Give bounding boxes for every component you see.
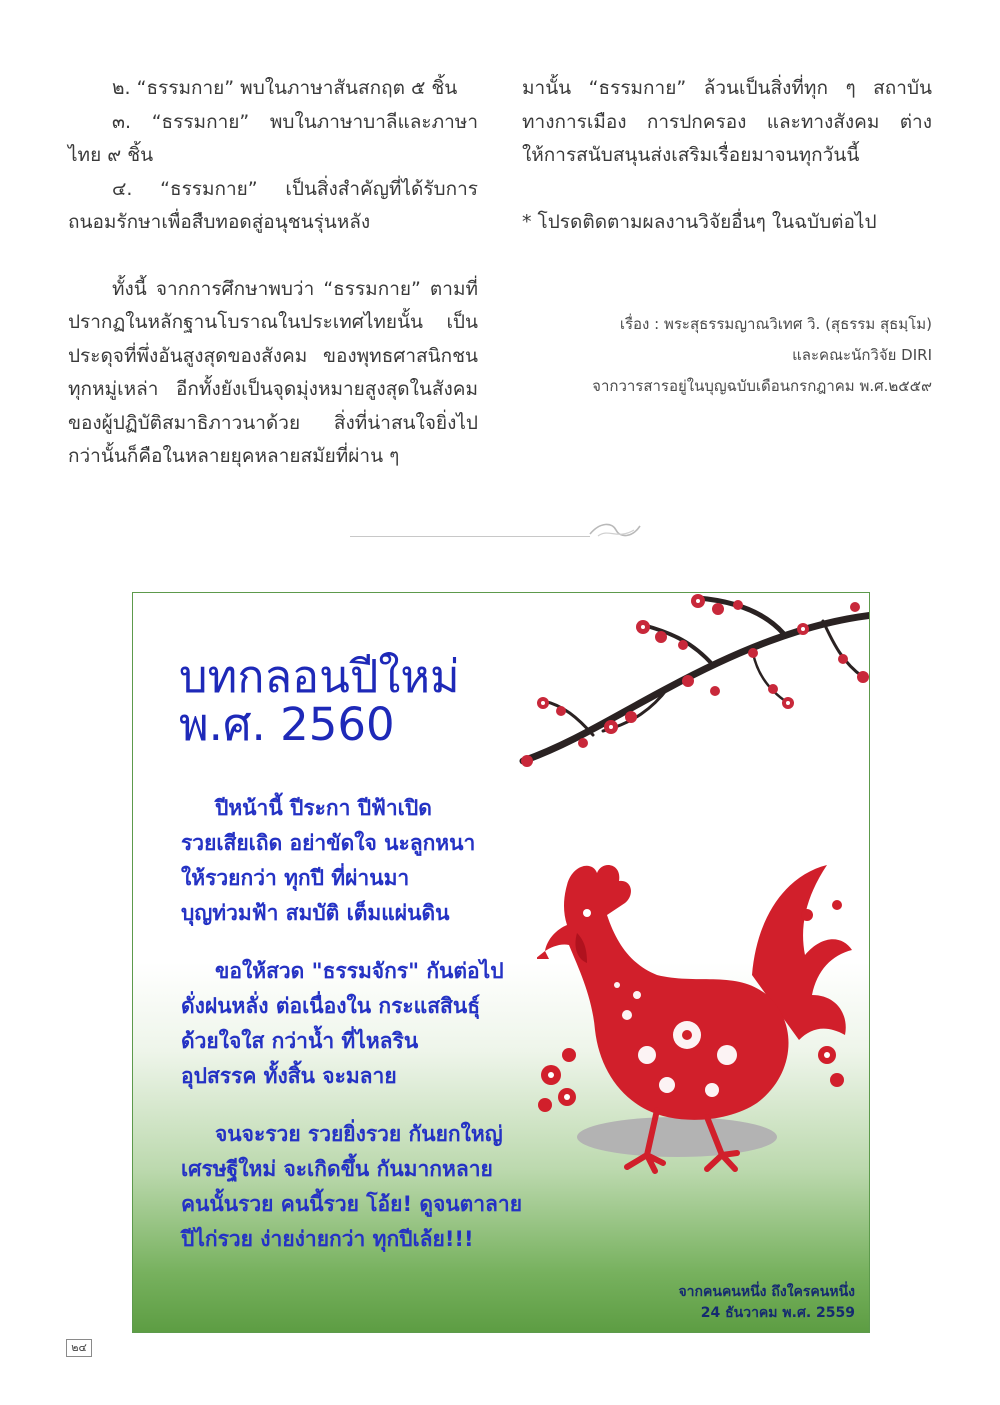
poem-body: [181, 791, 581, 1280]
poem-line: เศรษฐีใหม่ จะเกิดขึ้น กันมากหลาย: [181, 1157, 493, 1181]
article-credit: [522, 309, 932, 402]
poem-line: ปีหน้านี้ ปีระกา ปีฟ้าเปิด: [215, 796, 432, 820]
signature-author: จากคนคนหนึ่ง ถึงใครคนหนึ่ง: [678, 1284, 855, 1300]
poem-line: บุญท่วมฟ้า สมบัติ เต็มแผ่นดิน: [181, 901, 450, 925]
poem-stanza: [181, 791, 581, 931]
poem-line: รวยเสียเถิด อย่าขัดใจ นะลูกหนา: [181, 831, 476, 855]
poem-line: จนจะรวย รวยยิ่งรวย กันยกใหญ่: [215, 1122, 503, 1146]
poem-line: ขอให้สวด "ธรรมจักร" กันต่อไป: [215, 959, 504, 983]
poem-title-line: บทกลอนปีใหม่: [179, 650, 460, 703]
article-left-column: [68, 72, 478, 474]
poem-line: ปีไก่รวย ง่ายง่ายกว่า ทุกปีเล้ย!!!: [181, 1227, 474, 1251]
credit-author: เรื่อง : พระสุธรรมญาณวิเทศ วิ. (สุธรรม สุธมฺโม): [619, 315, 932, 333]
poem-stanza: [181, 954, 581, 1094]
poem-line: คนนั้นรวย คนนี้รวย โอ้ย! ดูจนตาลาย: [181, 1192, 523, 1216]
article-paragraph: ๔. “ธรรมกาย” เป็นสิ่งสำคัญที่ได้รับการถนอมรักษาเพื่อสืบทอดสู่อนุชนรุ่นหลัง: [68, 177, 478, 233]
new-year-poem-card: [132, 592, 870, 1333]
article-paragraph: มานั้น “ธรรมกาย” ล้วนเป็นสิ่งที่ทุก ๆ สถาบันทางการเมือง การปกครอง และทางสังคม ต่างให้การสนับสนุนส่งเสริมเรื่อยมาจนทุกวันนี้: [522, 77, 932, 166]
poem-stanza: [181, 1117, 581, 1257]
article-paragraph: ๒. “ธรรมกาย” พบในภาษาสันสกฤต ๕ ชิ้น: [112, 77, 458, 99]
red-rooster-papercut-icon: [537, 855, 857, 1185]
poem-line: ดั่งฝนหลั่ง ต่อเนื่องใน กระแสสินธุ์: [181, 994, 481, 1018]
credit-team: และคณะนักวิจัย DIRI: [792, 346, 932, 364]
poem-line: ด้วยใจใส กว่าน้ำ ที่ไหลริน: [181, 1029, 419, 1053]
poem-signature: [678, 1282, 855, 1324]
poem-line: อุปสรรค ทั้งสิ้น จะมลาย: [181, 1064, 397, 1088]
credit-source: จากวารสารอยู่ในบุญฉบับเดือนกรกฎาคม พ.ศ.๒๕๕๙: [592, 377, 932, 395]
article-paragraph: ทั้งนี้ จากการศึกษาพบว่า “ธรรมกาย” ตามที่ปรากฏในหลักฐานโบราณในประเทศไทยนั้น เป็นประดุจที่พึ่งอันสูงสุดของสังคม ของพุทธศาสนิกชนทุกหมู่เหล่า อีกทั้งยังเป็นจุดมุ่งหมายสูงสุดในสังคมของผู้ปฏิบัติสมาธิภาวนาด้วย สิ่งที่น่าสนใจยิ่งไปกว่านั้นก็คือในหลายยุคหลายสมัยที่ผ่าน ๆ: [68, 277, 478, 467]
poem-line: ให้รวยกว่า ทุกปี ที่ผ่านมา: [181, 866, 410, 890]
poem-title-year: พ.ศ. 2560: [179, 698, 395, 751]
plum-blossom-branch-icon: [483, 593, 870, 793]
signature-date: 24 ธันวาคม พ.ศ. 2559: [700, 1305, 855, 1321]
poem-title: [179, 650, 460, 751]
follow-note: * โปรดติดตามผลงานวิจัยอื่นๆ ในฉบับต่อไป: [522, 210, 877, 233]
article-paragraph: ๓. “ธรรมกาย” พบในภาษาบาลีและภาษาไทย ๙ ชิ้น: [68, 110, 478, 166]
swirl-ornament-icon: [588, 518, 644, 544]
section-divider: [350, 536, 590, 537]
article-right-column: [522, 72, 932, 402]
page-number: ๒๔: [66, 1339, 92, 1357]
